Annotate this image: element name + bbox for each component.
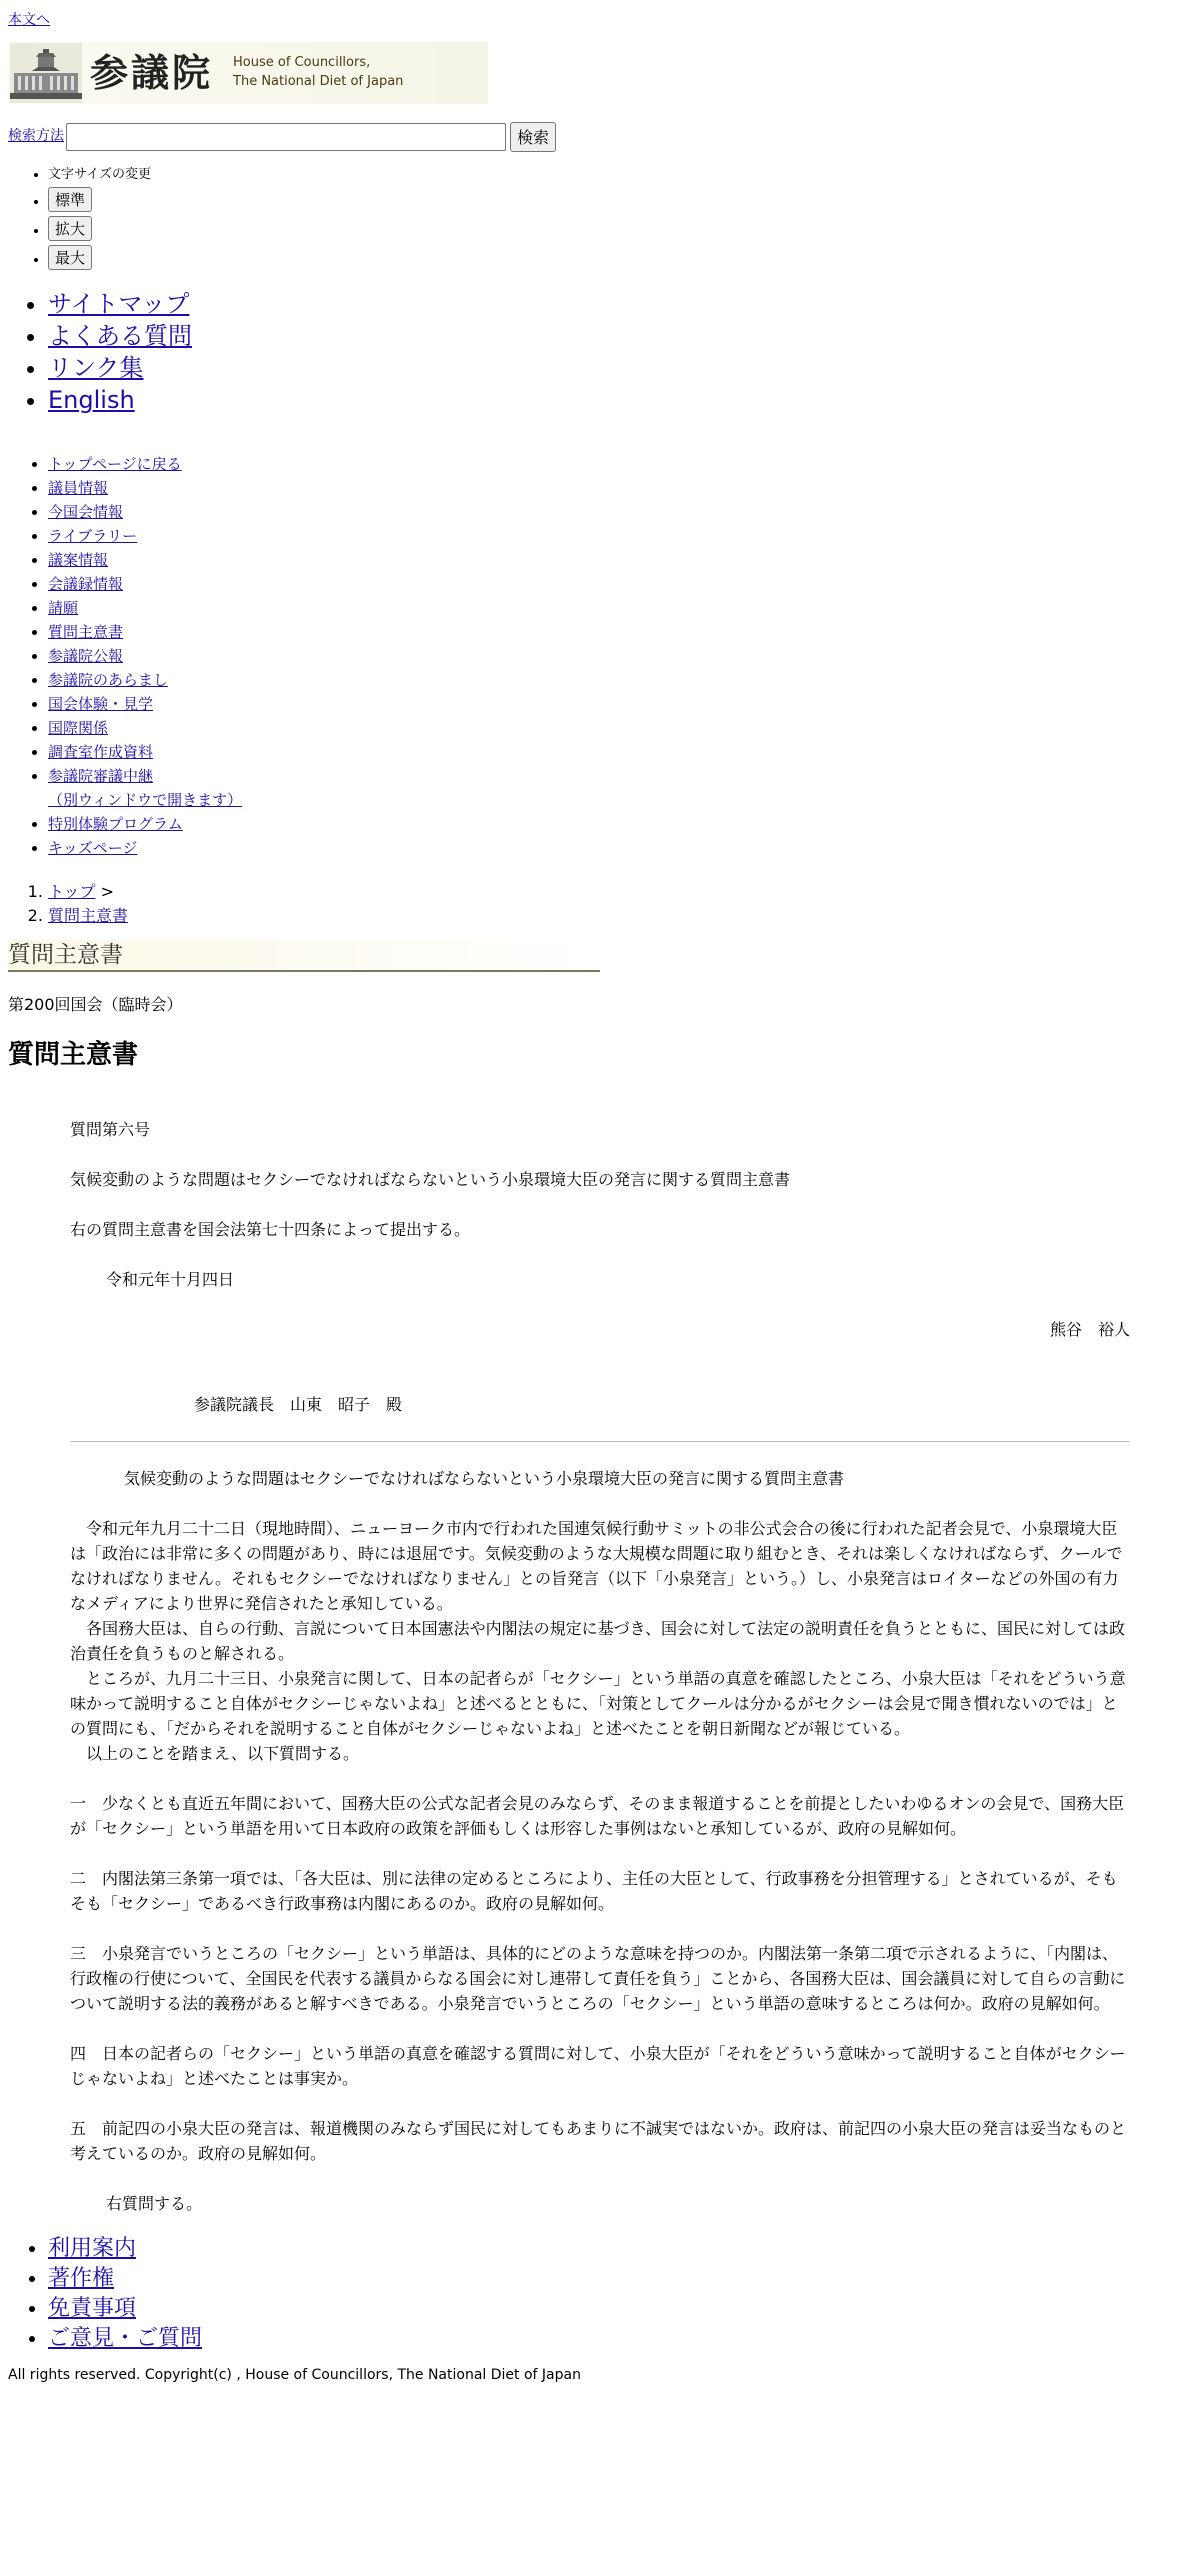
- side-nav-members[interactable]: 議員情報: [48, 479, 109, 498]
- side-nav-item: [48, 500, 1192, 524]
- question-item: 五 前記四の小泉大臣の発言は、報道機関のみならず国民に対してもあまりに不誠実ではないか。政府は、前記四の小泉大臣の発言は妥当なものと考えているのか。政府の見解如何。: [70, 2119, 1127, 2164]
- author-name: 熊谷 裕人: [1049, 1320, 1130, 1340]
- site-logo[interactable]: [8, 42, 488, 104]
- side-nav-item: [48, 764, 1192, 812]
- side-nav-minutes[interactable]: 会議録情報: [48, 575, 124, 594]
- side-nav-petitions[interactable]: 請願: [48, 599, 79, 618]
- submission-date: 令和元年十月四日: [106, 1270, 235, 1290]
- side-nav-special-program[interactable]: 特別体験プログラム: [48, 815, 183, 834]
- side-nav-overview[interactable]: 参議院のあらまし: [48, 671, 169, 690]
- font-size-item: [48, 245, 1192, 270]
- side-nav-item: [48, 716, 1192, 740]
- section-heading: 質問主意書: [8, 940, 600, 972]
- footer-nav-feedback[interactable]: ご意見・ご質問: [48, 2326, 203, 2352]
- copyright-notice: All rights reserved. Copyright(c) , House of Councillors, The National Diet of Japan: [8, 2367, 581, 2384]
- font-size-large-button[interactable]: 拡大: [48, 216, 92, 241]
- breadcrumb-current-link[interactable]: 質問主意書: [48, 906, 129, 926]
- page-title: 質問主意書: [8, 1040, 139, 1071]
- side-nav-library[interactable]: ライブラリー: [48, 527, 138, 546]
- side-nav-item: [48, 740, 1192, 764]
- footer-nav-copyright[interactable]: 著作権: [48, 2266, 115, 2292]
- footer-nav-disclaimer[interactable]: 免責事項: [48, 2296, 137, 2322]
- footer-nav-item: [48, 2294, 1192, 2324]
- submission-statement: 右の質問主意書を国会法第七十四条によって提出する。: [70, 1220, 471, 1240]
- preamble-paragraph: 各国務大臣は、自らの行動、言説について日本国憲法や内閣法の規定に基づき、国会に対して法定の説明責任を負うとともに、国民に対しては政治責任を負うものと解される。: [70, 1619, 1126, 1664]
- question-item: 一 少なくとも直近五年間において、国務大臣の公式な記者会見のみならず、そのまま報道することを前提としたいわゆるオンの会見で、国務大臣が「セクシー」という単語を用いて日本政府の政策を評価もしくは形容した事例はないと承知しているが、政府の見解如何。: [70, 1794, 1125, 1839]
- font-size-item: [48, 187, 1192, 212]
- side-nav-kids[interactable]: キッズページ: [48, 839, 138, 858]
- font-size-max-button[interactable]: 最大: [48, 245, 92, 270]
- footer-nav: [8, 2234, 1192, 2354]
- preamble-paragraph: 以上のことを踏まえ、以下質問する。: [70, 1744, 359, 1764]
- footer-nav-item: [48, 2264, 1192, 2294]
- side-nav-item: [48, 644, 1192, 668]
- logo-kanji-text: 参議院: [90, 50, 214, 96]
- question-item: 三 小泉発言でいうところの「セクシー」という単語は、具体的にどのような意味を持つのか。内閣法第一条第二項で示されるように、「内閣は、行政権の行使について、全国民を代表する議員からなる国会に対し連帯して責任を負う」ことから、各国務大臣は、国会議員に対して自らの言動について説明する法的義務があると解すべきである。小泉発言でいうところの「セクシー」という単語の意味するところは何か。政府の見解如何。: [70, 1944, 1126, 2014]
- side-nav-current-session[interactable]: 今国会情報: [48, 503, 124, 522]
- question-item: 四 日本の記者らの「セクシー」という単語の真意を確認する質問に対して、小泉大臣が「それをどういう意味かって説明すること自体がセクシーじゃないよね」と述べたことは事実か。: [70, 2044, 1126, 2089]
- diet-session-label: 第200回国会（臨時会）: [8, 995, 183, 1015]
- side-nav-item: [48, 596, 1192, 620]
- global-nav-item: [48, 384, 1192, 416]
- breadcrumb-top-link[interactable]: トップ: [48, 882, 96, 902]
- question-item: 二 内閣法第三条第一項では、「各大臣は、別に法律の定めるところにより、主任の大臣として、行政事務を分担管理する」とされているが、そもそも「セクシー」であるべき行政事務は内閣にあるのか。政府の見解如何。: [70, 1869, 1118, 1914]
- side-nav-top[interactable]: トップページに戻る: [48, 455, 182, 474]
- search-button[interactable]: 検索: [510, 122, 556, 152]
- global-nav-faq[interactable]: よくある質問: [48, 322, 192, 351]
- side-nav-item: [48, 812, 1192, 836]
- side-nav-live-broadcast[interactable]: [48, 767, 242, 809]
- side-nav-live-broadcast-label: 参議院審議中継: [48, 767, 154, 786]
- side-nav-item: [48, 524, 1192, 548]
- font-size-controls: [8, 166, 1192, 271]
- side-nav-item: [48, 668, 1192, 692]
- question-subject: 気候変動のような問題はセクシーでなければならないという小泉環境大臣の発言に関する質問主意書: [70, 1170, 791, 1190]
- breadcrumb: [8, 880, 1192, 928]
- global-nav-item: [48, 288, 1192, 320]
- logo-english-line2: The National Diet of Japan: [233, 73, 404, 89]
- font-size-item: [48, 216, 1192, 241]
- font-size-label-item: [48, 166, 1192, 184]
- recipient: 参議院議長 山東 昭子 殿: [194, 1395, 403, 1415]
- search-help-link[interactable]: 検索方法: [8, 128, 64, 145]
- closing-statement: 右質問する。: [106, 2194, 203, 2214]
- side-nav-item: [48, 548, 1192, 572]
- global-nav-sitemap[interactable]: サイトマップ: [48, 290, 190, 319]
- font-size-label: 文字サイズの変更: [48, 166, 151, 182]
- breadcrumb-separator: >: [100, 882, 115, 902]
- logo-english-line1: House of Councillors,: [233, 55, 371, 71]
- footer-nav-item: [48, 2324, 1192, 2354]
- subject-repeat: 気候変動のような問題はセクシーでなければならないという小泉環境大臣の発言に関する質問主意書: [124, 1469, 845, 1489]
- skip-to-content-link[interactable]: 本文へ: [8, 12, 50, 28]
- side-nav-item: [48, 572, 1192, 596]
- preamble-paragraph: ところが、九月二十三日、小泉発言に関して、日本の記者らが「セクシー」という単語の真意を確認したところ、小泉大臣は「それをどういう意味かって説明すること自体がセクシーじゃないよね」と述べるとともに、「対策としてクールは分かるがセクシーは会見で聞き慣れないのでは」との質問にも、「だからそれを説明すること自体がセクシーじゃないよね」と述べたことを朝日新聞などが報じている。: [70, 1669, 1126, 1739]
- side-nav-visit[interactable]: 国会体験・見学: [48, 695, 154, 714]
- search-bar: [8, 122, 1192, 152]
- side-nav-item: [48, 452, 1192, 476]
- divider: [70, 1441, 1130, 1442]
- search-input[interactable]: [66, 123, 506, 151]
- side-nav-research[interactable]: 調査室作成資料: [48, 743, 154, 762]
- preamble-paragraph: 令和元年九月二十二日（現地時間）、ニューヨーク市内で行われた国連気候行動サミットの非公式会合の後に行われた記者会見で、小泉環境大臣は「政治には非常に多くの問題があり、時には退屈です。気候変動のような大規模な問題に取り組むとき、それは楽しくなければならず、クールでなければなりません。それもセクシーでなければなりません」との旨発言（以下「小泉発言」という。）し、小泉発言はロイターなどの外国の有力なメディアにより世界に発信されたと承知している。: [70, 1519, 1123, 1614]
- side-nav: [8, 452, 1192, 860]
- preamble: [70, 1516, 1130, 1766]
- font-size-standard-button[interactable]: 標準: [48, 187, 92, 212]
- side-nav-questions[interactable]: 質問主意書: [48, 623, 124, 642]
- footer-nav-item: [48, 2234, 1192, 2264]
- breadcrumb-item: [48, 904, 1192, 928]
- side-nav-item: [48, 692, 1192, 716]
- breadcrumb-item: [48, 880, 1192, 904]
- question-document: [70, 1117, 1130, 2216]
- side-nav-item: [48, 620, 1192, 644]
- footer-nav-guide[interactable]: 利用案内: [48, 2236, 137, 2262]
- global-nav-item: [48, 320, 1192, 352]
- new-window-note: （別ウィンドウで開きます）: [48, 791, 243, 810]
- side-nav-bills[interactable]: 議案情報: [48, 551, 109, 570]
- side-nav-bulletin[interactable]: 参議院公報: [48, 647, 124, 666]
- question-number: 質問第六号: [70, 1120, 151, 1140]
- global-nav-english[interactable]: English: [48, 386, 135, 415]
- side-nav-item: [48, 836, 1192, 860]
- logo-english-text: [233, 54, 403, 92]
- side-nav-item: [48, 476, 1192, 500]
- global-nav-item: [48, 352, 1192, 384]
- diet-building-icon: [10, 43, 82, 103]
- global-nav-links[interactable]: リンク集: [48, 354, 144, 383]
- side-nav-international[interactable]: 国際関係: [48, 719, 109, 738]
- global-nav: [8, 288, 1192, 416]
